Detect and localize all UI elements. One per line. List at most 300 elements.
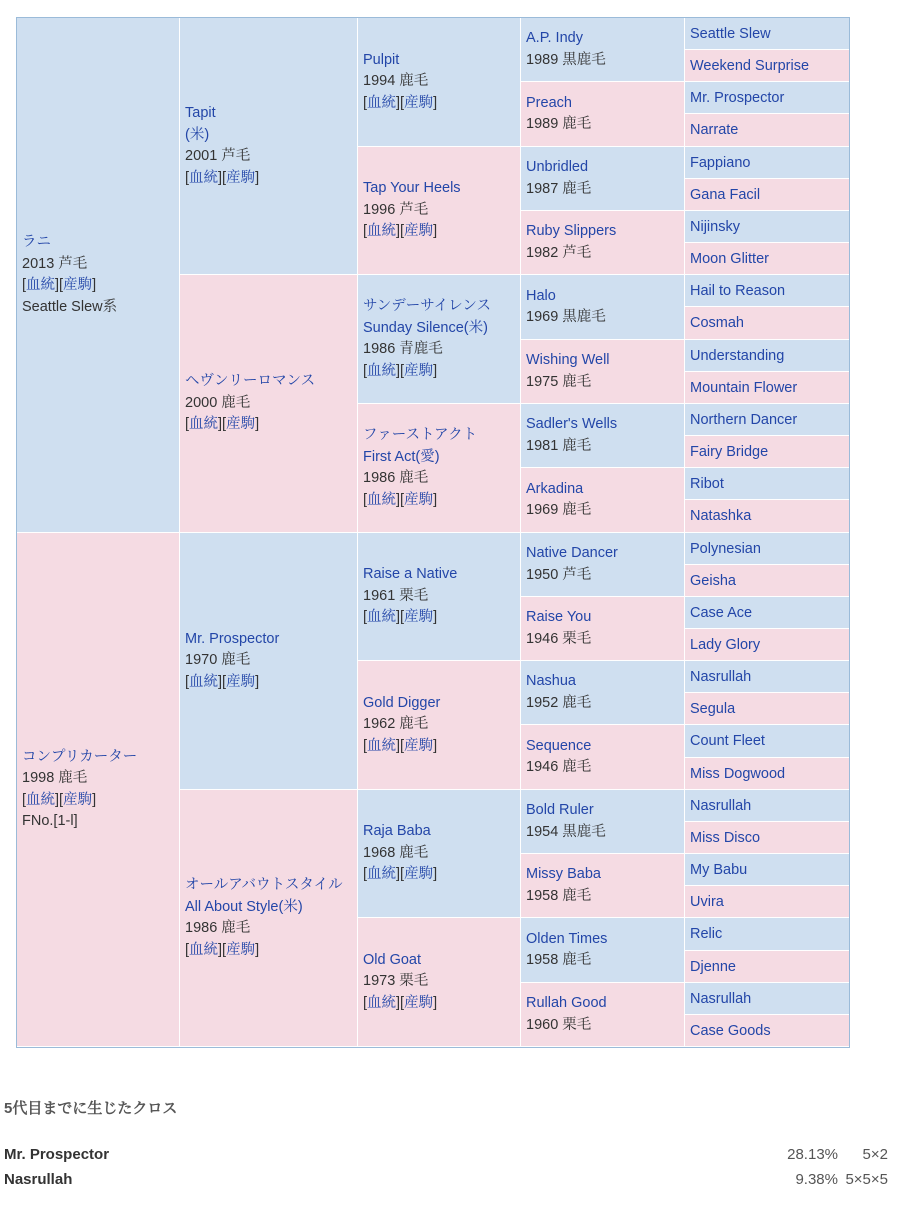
horse-name-link[interactable]: Northern Dancer: [690, 411, 798, 428]
bracket: ][: [218, 169, 227, 186]
cell-line: [526, 993, 679, 1015]
bracket: ][: [396, 94, 405, 111]
horse-year: 1975: [526, 373, 559, 390]
blood-link[interactable]: 血統: [367, 737, 397, 754]
horse-coat-color: 鹿毛: [562, 952, 592, 968]
horse-name-link[interactable]: Bold Ruler: [526, 802, 594, 818]
horse-name-link[interactable]: Mr. Prospector: [690, 89, 785, 106]
cell-line: [363, 200, 515, 222]
pedigree-cell-gen5: [685, 468, 850, 500]
horse-coat-color: 鹿毛: [562, 502, 592, 518]
horse-coat-color: 鹿毛: [562, 116, 592, 132]
horse-name-link[interactable]: Ribot: [690, 475, 724, 492]
cell-line: [363, 447, 515, 469]
cell-line: [526, 286, 679, 308]
cell-line: [363, 490, 515, 512]
cell-line: [690, 217, 845, 237]
cell-line: [22, 747, 174, 769]
horse-name-link[interactable]: Rullah Good: [526, 995, 607, 1011]
cell-line: [363, 864, 515, 886]
offspring-link[interactable]: 産駒: [404, 223, 434, 240]
horse-year: 1960: [526, 1016, 559, 1033]
cell-line: [526, 50, 679, 72]
cell-line: [22, 811, 174, 833]
cell-line: [526, 436, 679, 458]
horse-name-link[interactable]: Narrate: [690, 122, 739, 138]
horse-name-link[interactable]: ファーストアクト: [363, 427, 478, 443]
cell-line: [185, 897, 352, 919]
bracket: ]: [433, 223, 438, 240]
horse-coat-color: 鹿毛: [562, 437, 592, 454]
pedigree-cell-gen5: [685, 275, 850, 307]
cell-line: [526, 221, 679, 243]
horse-name-link[interactable]: Case Goods: [690, 1022, 771, 1039]
horse-name-link[interactable]: Gana Facil: [690, 186, 761, 203]
cross-horse-name: Nasrullah: [4, 1171, 73, 1188]
horse-name-link[interactable]: Geisha: [690, 572, 736, 589]
horse-name-link[interactable]: Mr. Prospector: [185, 630, 280, 647]
pedigree-cell-gen4: [521, 597, 685, 661]
horse-name-link[interactable]: Seattle Slew: [690, 25, 771, 42]
horse-name-link[interactable]: Cosmah: [690, 315, 744, 331]
horse-name-link[interactable]: Tap Your Heels: [363, 180, 461, 197]
horse-name-link[interactable]: Understanding: [690, 347, 785, 364]
horse-name-link[interactable]: Lady Glory: [690, 636, 761, 653]
bracket: ][: [55, 791, 64, 808]
horse-name-link[interactable]: Arkadina: [526, 480, 584, 497]
cell-line: [526, 929, 679, 951]
cell-line: [690, 378, 845, 398]
cell-line: [690, 346, 845, 366]
offspring-link[interactable]: 産駒: [226, 941, 256, 958]
cell-line: [185, 103, 352, 125]
cross-generations: 5×5×5: [845, 1171, 888, 1188]
horse-year: 1954: [526, 823, 559, 840]
cell-line: [363, 93, 515, 115]
cell-line: [185, 125, 352, 147]
pedigree-cell-gen4: [521, 725, 685, 790]
pedigree-cell-gen5: [685, 1015, 850, 1047]
cross-generations: 5×2: [862, 1146, 888, 1163]
cell-line: [526, 736, 679, 758]
cell-line: [690, 924, 845, 944]
horse-year: 2000: [185, 394, 218, 411]
pedigree-cell-gen4: [521, 404, 685, 468]
cell-line: [22, 790, 174, 812]
horse-name-link[interactable]: Old Goat: [363, 951, 422, 968]
bracket: ][: [218, 941, 227, 958]
horse-name-link[interactable]: ヘヴンリーロマンス: [185, 373, 316, 390]
blood-link[interactable]: 血統: [367, 609, 397, 626]
horse-coat-color: 黒鹿毛: [562, 51, 606, 68]
cell-line: [526, 607, 679, 629]
horse-year: 1973: [363, 973, 396, 990]
horse-name-link[interactable]: Mountain Flower: [690, 379, 798, 396]
pedigree-cell-gen4: [521, 661, 685, 725]
horse-year: 1987: [526, 180, 559, 197]
cell-line: [526, 1015, 679, 1037]
horse-name-link[interactable]: Preach: [526, 94, 572, 111]
horse-alt-name-link[interactable]: Sunday Silence(米): [363, 319, 488, 336]
horse-name-link[interactable]: Uvira: [690, 893, 724, 910]
pedigree-cell-gen4: [521, 983, 685, 1047]
pedigree-cell-gen5: [685, 918, 850, 951]
horse-name-link[interactable]: Missy Baba: [526, 866, 601, 882]
cell-line: [185, 918, 352, 940]
pedigree-cell-gen5: [685, 114, 850, 147]
cell-line: [526, 307, 679, 329]
bracket: ]: [433, 737, 438, 754]
bracket: [: [363, 362, 368, 379]
cell-line: [690, 764, 845, 784]
horse-name-link[interactable]: Sequence: [526, 737, 592, 754]
pedigree-cell-gen5: [685, 951, 850, 983]
cell-line: [363, 993, 515, 1015]
horse-name-link[interactable]: Wishing Well: [526, 352, 610, 368]
cell-line: [185, 393, 352, 415]
cell-line: [526, 565, 679, 587]
cell-line: [690, 603, 845, 623]
horse-name-link[interactable]: Pulpit: [363, 51, 400, 68]
pedigree-cell-gen5: [685, 436, 850, 468]
blood-link[interactable]: 血統: [367, 491, 397, 508]
offspring-link[interactable]: 産駒: [226, 416, 256, 433]
pedigree-cell-gen5: [685, 179, 850, 211]
blood-link[interactable]: 血統: [367, 866, 397, 883]
horse-name-link[interactable]: Tapit: [185, 105, 216, 121]
cell-line: [526, 864, 679, 886]
horse-name-link[interactable]: Nasrullah: [690, 797, 752, 814]
horse-year: 2001: [185, 148, 218, 164]
offspring-link[interactable]: 産駒: [404, 737, 434, 754]
horse-coat-color: 黒鹿毛: [562, 309, 606, 325]
pedigree-cell-gen4: [521, 533, 685, 597]
horse-name-link[interactable]: Relic: [690, 926, 723, 942]
horse-name-link[interactable]: Fairy Bridge: [690, 443, 769, 460]
cell-line: [363, 468, 515, 490]
horse-name-link[interactable]: Raja Baba: [363, 823, 431, 840]
cell-line: [690, 474, 845, 494]
horse-year: 1958: [526, 887, 559, 904]
horse-name-link[interactable]: A.P. Indy: [526, 30, 583, 46]
cell-line: [690, 442, 845, 462]
pedigree-cell-gen5: [685, 854, 850, 886]
cell-line: [690, 281, 845, 301]
pedigree-cell-gen5: [685, 404, 850, 436]
offspring-link[interactable]: 産駒: [404, 94, 434, 111]
cell-line: [185, 146, 352, 168]
offspring-link[interactable]: 産駒: [404, 994, 434, 1011]
pedigree-cell-gen4: [521, 854, 685, 918]
blood-link[interactable]: 血統: [367, 994, 397, 1011]
cell-line: [690, 313, 845, 333]
cell-line: [526, 157, 679, 179]
offspring-link[interactable]: 産駒: [404, 609, 434, 626]
horse-alt-name-link[interactable]: First Act(愛): [363, 448, 440, 465]
cell-line: [185, 414, 352, 436]
cell-line: [22, 297, 174, 319]
pedigree-cell-gen3: [358, 918, 521, 1047]
horse-name-link[interactable]: Miss Disco: [690, 829, 761, 846]
horse-name-link[interactable]: Polynesian: [690, 540, 761, 557]
bracket: ][: [396, 491, 405, 508]
horse-year: 1969: [526, 309, 559, 325]
horse-alt-name-link[interactable]: All About Style(米): [185, 898, 303, 915]
cell-line: [22, 232, 174, 254]
horse-coat-color: 鹿毛: [562, 887, 592, 904]
pedigree-cell-gen1: [17, 18, 180, 533]
blood-link[interactable]: 血統: [26, 277, 56, 293]
horse-year: 1989: [526, 116, 559, 132]
horse-name-link[interactable]: Nijinsky: [690, 218, 740, 235]
horse-name-link[interactable]: Fappiano: [690, 154, 751, 171]
pedigree-cell-gen5: [685, 533, 850, 565]
bracket: [: [22, 791, 27, 808]
bracket: ][: [396, 994, 405, 1011]
cell-line: [690, 56, 845, 76]
cell-line: [690, 88, 845, 108]
pedigree-cell-gen4: [521, 468, 685, 533]
bracket: [: [185, 416, 190, 433]
cell-line: [185, 672, 352, 694]
cell-line: [526, 414, 679, 436]
cell-line: [363, 586, 515, 608]
pedigree-cell-gen4: [521, 82, 685, 147]
horse-name-link[interactable]: Olden Times: [526, 930, 608, 947]
pedigree-cell-gen5: [685, 500, 850, 533]
horse-name-link[interactable]: Ruby Slippers: [526, 223, 617, 239]
horse-name-link[interactable]: Native Dancer: [526, 545, 618, 561]
blood-link[interactable]: 血統: [367, 362, 397, 379]
cell-line: [690, 989, 845, 1009]
cell-line: [526, 114, 679, 136]
horse-year: 1998: [22, 770, 55, 786]
cell-line: [363, 693, 515, 715]
pedigree-cell-gen5: [685, 597, 850, 629]
bracket: ][: [396, 223, 405, 240]
bracket: ]: [255, 941, 260, 958]
horse-name-link[interactable]: Natashka: [690, 508, 752, 524]
horse-year: 1986: [185, 920, 218, 936]
horse-name-link[interactable]: オールアバウトスタイル: [185, 877, 343, 893]
horse-coat-color: 芦毛: [58, 255, 88, 272]
cell-line: [690, 828, 845, 848]
horse-name-link[interactable]: Case Ace: [690, 604, 753, 621]
pedigree-cell-gen3: [358, 147, 521, 275]
horse-coat-color: 鹿毛: [562, 373, 592, 390]
pedigree-cell-gen5: [685, 565, 850, 597]
pedigree-cell-gen5: [685, 50, 850, 82]
blood-link[interactable]: 血統: [367, 223, 397, 240]
horse-year: 1986: [363, 470, 396, 486]
horse-year: 1996: [363, 201, 396, 218]
cell-line: [690, 185, 845, 205]
cell-line: [363, 178, 515, 200]
offspring-link[interactable]: 産駒: [63, 277, 93, 293]
pedigree-cell-gen1: [17, 533, 180, 1047]
cell-line: [363, 425, 515, 447]
horse-coat-color: 芦毛: [399, 201, 429, 218]
horse-coat-color: 鹿毛: [58, 770, 88, 786]
cell-line: [363, 50, 515, 72]
cell-line: [526, 693, 679, 715]
pedigree-table: [16, 17, 850, 1048]
cell-line: [690, 249, 845, 269]
cell-line: [690, 667, 845, 687]
horse-name-link[interactable]: コンプリカーター: [22, 748, 138, 765]
cell-line: [363, 71, 515, 93]
cell-line: [526, 757, 679, 779]
horse-coat-color: 鹿毛: [221, 394, 251, 411]
pedigree-cell-gen5: [685, 886, 850, 918]
cell-line: [363, 843, 515, 865]
bracket: ]: [92, 277, 97, 293]
horse-name-link[interactable]: Gold Digger: [363, 694, 441, 711]
horse-coat-color: 栗毛: [562, 1016, 592, 1033]
bracket: ][: [55, 277, 64, 293]
bracket: ]: [255, 673, 260, 690]
pedigree-cell-gen2: [180, 790, 358, 1047]
horse-year: 2013: [22, 255, 55, 272]
horse-coat-color: 栗毛: [399, 587, 429, 604]
cell-line: [526, 543, 679, 565]
blood-link[interactable]: 血統: [189, 941, 219, 958]
pedigree-cell-gen4: [521, 340, 685, 404]
cell-line: [690, 506, 845, 526]
offspring-link[interactable]: 産駒: [226, 673, 256, 690]
cell-line: [690, 892, 845, 912]
horse-name-link[interactable]: Djenne: [690, 958, 736, 975]
horse-name-link[interactable]: Raise a Native: [363, 566, 458, 583]
cell-line: [363, 736, 515, 758]
horse-name-link[interactable]: Sadler's Wells: [526, 416, 618, 432]
offspring-link[interactable]: 産駒: [63, 791, 93, 808]
horse-year: 1986: [363, 341, 396, 357]
bracket: ]: [433, 609, 438, 626]
cell-line: [690, 410, 845, 430]
horse-name-link[interactable]: Segula: [690, 700, 736, 717]
pedigree-cell-gen5: [685, 758, 850, 790]
horse-name-link[interactable]: Nasrullah: [690, 668, 752, 685]
cell-line: [526, 179, 679, 201]
horse-name-link[interactable]: ラニ: [22, 234, 51, 250]
bracket: ]: [433, 491, 438, 508]
pedigree-cell-gen5: [685, 243, 850, 275]
cell-line: [690, 796, 845, 816]
pedigree-cell-gen3: [358, 790, 521, 918]
blood-link[interactable]: 血統: [26, 791, 56, 808]
cell-line: [363, 564, 515, 586]
cell-line: [526, 800, 679, 822]
horse-name-link[interactable]: My Babu: [690, 861, 748, 878]
cell-line: [363, 339, 515, 361]
bracket: [: [363, 609, 368, 626]
horse-coat-color: 鹿毛: [562, 759, 592, 775]
bracket: [: [185, 941, 190, 958]
cell-line: [690, 860, 845, 880]
offspring-link[interactable]: 産駒: [404, 866, 434, 883]
blood-link[interactable]: 血統: [189, 416, 219, 433]
offspring-link[interactable]: 産駒: [404, 362, 434, 379]
horse-name-link[interactable]: Raise You: [526, 609, 592, 625]
bracket: [: [363, 994, 368, 1011]
horse-name-link[interactable]: Miss Dogwood: [690, 765, 786, 782]
offspring-link[interactable]: 産駒: [404, 491, 434, 508]
cell-line: [526, 886, 679, 908]
cell-line: [185, 168, 352, 190]
horse-name-link[interactable]: Count Fleet: [690, 733, 765, 749]
horse-name-link[interactable]: Nashua: [526, 673, 576, 689]
bracket: [: [363, 94, 368, 111]
horse-name-link[interactable]: Weekend Surprise: [690, 57, 810, 74]
blood-link[interactable]: 血統: [189, 673, 219, 690]
pedigree-cell-gen5: [685, 822, 850, 854]
pedigree-cell-gen5: [685, 790, 850, 822]
horse-year: 1962: [363, 716, 396, 733]
horse-coat-color: 鹿毛: [399, 470, 429, 486]
horse-country-link[interactable]: (米): [185, 126, 210, 143]
bracket: ]: [92, 791, 97, 808]
bracket: ]: [433, 994, 438, 1011]
bracket: [: [185, 169, 190, 186]
bracket: [: [22, 277, 27, 293]
cell-line: [526, 93, 679, 115]
blood-link[interactable]: 血統: [189, 169, 219, 186]
cross-percent: 9.38%: [795, 1171, 838, 1188]
horse-name-link[interactable]: Nasrullah: [690, 990, 752, 1007]
cell-line: [526, 243, 679, 265]
bracket: ]: [433, 94, 438, 111]
cell-line: [22, 768, 174, 790]
blood-link[interactable]: 血統: [367, 94, 397, 111]
horse-name-link[interactable]: Unbridled: [526, 159, 589, 175]
horse-coat-color: 鹿毛: [399, 73, 429, 90]
offspring-link[interactable]: 産駒: [226, 169, 256, 186]
pedigree-cell-gen5: [685, 693, 850, 725]
horse-year: 1961: [363, 587, 396, 604]
cross-percent: 28.13%: [787, 1146, 838, 1163]
bracket: [: [185, 673, 190, 690]
cross-row: [4, 1146, 888, 1168]
pedigree-cell-gen3: [358, 404, 521, 533]
cross-horse-name: Mr. Prospector: [4, 1146, 110, 1163]
cell-line: [690, 120, 845, 140]
horse-name-link[interactable]: Hail to Reason: [690, 282, 786, 299]
horse-name-link[interactable]: Halo: [526, 287, 556, 304]
horse-year: 1994: [363, 73, 396, 90]
pedigree-cell-gen5: [685, 307, 850, 340]
pedigree-cell-gen5: [685, 147, 850, 179]
horse-year: 1970: [185, 652, 218, 669]
horse-coat-color: 芦毛: [562, 566, 592, 583]
cell-line: [363, 607, 515, 629]
horse-name-link[interactable]: サンデーサイレンス: [363, 298, 491, 314]
cell-line: [526, 822, 679, 844]
horse-year: 1982: [526, 244, 559, 261]
cell-line: [690, 957, 845, 977]
horse-note: Seattle Slew系: [22, 298, 118, 315]
pedigree-cell-gen4: [521, 147, 685, 211]
cell-line: [690, 153, 845, 173]
cell-line: [22, 254, 174, 276]
bracket: ][: [396, 362, 405, 379]
horse-coat-color: 黒鹿毛: [562, 823, 606, 840]
pedigree-cell-gen4: [521, 275, 685, 340]
bracket: ][: [396, 737, 405, 754]
horse-name-link[interactable]: Moon Glitter: [690, 250, 769, 267]
horse-year: 1969: [526, 502, 559, 518]
pedigree-cell-gen4: [521, 790, 685, 854]
